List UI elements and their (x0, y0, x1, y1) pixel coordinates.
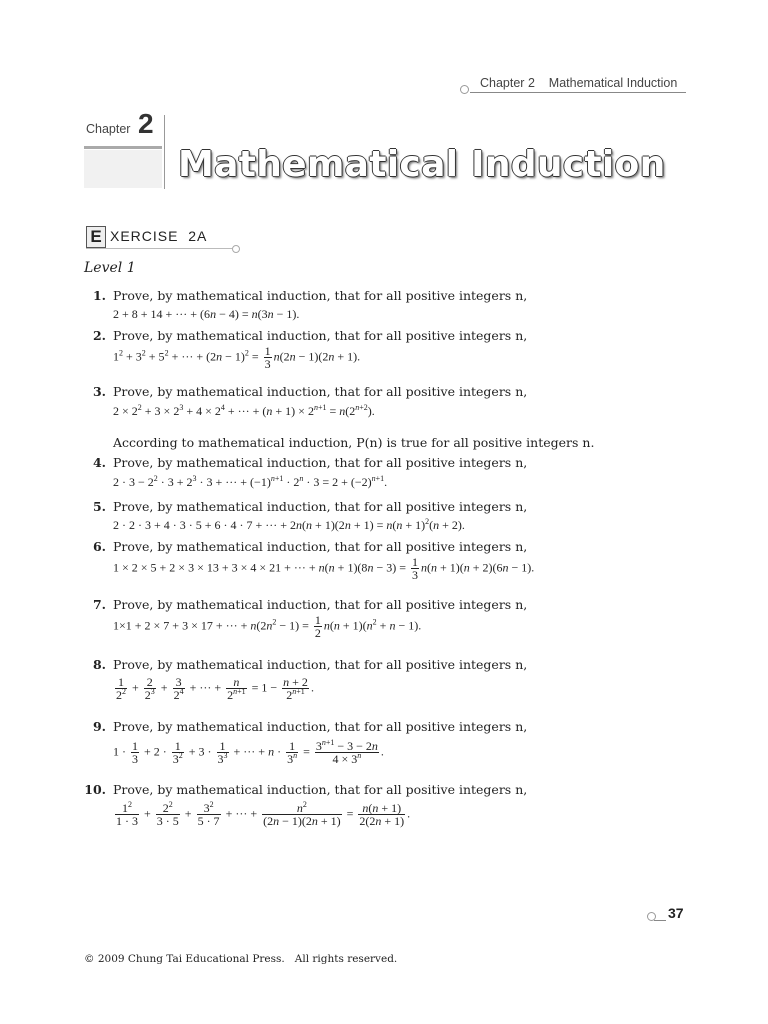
chapter-title: Mathematical Induction (178, 144, 666, 185)
chapter-rule (84, 146, 162, 149)
question-number: 4. (92, 455, 106, 470)
question-number: 6. (92, 539, 106, 554)
running-header-title: Chapter 2 Mathematical Induction (480, 76, 678, 90)
equation: 1 × 2 × 5 + 2 × 3 × 13 + 3 × 4 × 21 + ··· + n(n + 1)(8n − 3) = $\frac{1}{3}$ n(n + 1)(n + 2)(6n − 1). (113, 555, 535, 582)
question-text: Prove, by mathematical induction, that for all positive integers n, (113, 657, 528, 672)
chapter-label: Chapter (86, 122, 131, 136)
question-number: 8. (92, 657, 106, 672)
question-text: Prove, by mathematical induction, that for all positive integers n, (113, 328, 528, 343)
question-text: Prove, by mathematical induction, that for all positive integers n, (113, 597, 528, 612)
equation: 1×1 + 2 × 7 + 3 × 17 + ··· + $n(2n^2 - 1)$ = $\frac{1}{2}$ $n(n + 1)(n^2 + n - 1)$. (113, 613, 422, 640)
exercise-underline (86, 248, 232, 249)
question-number: 5. (92, 499, 106, 514)
bullet-icon (460, 85, 469, 94)
question-text: Prove, by mathematical induction, that for all positive integers n, (113, 384, 528, 399)
equation: 2 · 2 · 3 + 4 · 3 · 5 + 6 · 4 · 7 + ··· + $2n(n + 1)(2n + 1) = n(n + 1)^2(n + 2)$. (113, 517, 465, 532)
exercise-initial-box: E (86, 226, 106, 248)
equation: $\frac{1^2}{1 \cdot 3}$ + $\frac{2^2}{3 \cdot 5}$ + $\frac{3^2}{5 \cdot 7}$ + ··· + $\frac{n^2}{(2n - 1)(2n + 1)}$ = $\frac{n(n + 1)}{2(2n + 1)}$ . (116, 800, 411, 828)
equation: 2 + 8 + 14 + ··· + (6n − 4) = n(3n − 1). (113, 307, 300, 321)
page-number-rule (654, 920, 666, 921)
question-number: 9. (92, 719, 106, 734)
question-text: Prove, by mathematical induction, that for all positive integers n, (113, 288, 528, 303)
question-text: Prove, by mathematical induction, that for all positive integers n, (113, 499, 528, 514)
question-text: Prove, by mathematical induction, that for all positive integers n, (113, 539, 528, 554)
question-number: 1. (92, 288, 106, 303)
bullet-icon (232, 245, 240, 253)
chapter-divider (164, 115, 165, 189)
chapter-label-background (84, 150, 162, 188)
question-number: 7. (92, 597, 106, 612)
exercise-title: XERCISE 2A (110, 228, 208, 244)
question-number: 2. (92, 328, 106, 343)
question-text: Prove, by mathematical induction, that for all positive integers n, (113, 782, 528, 797)
question-text: Prove, by mathematical induction, that for all positive integers n, (113, 455, 528, 470)
level-heading: Level 1 (84, 260, 136, 276)
question-number: 10. (84, 782, 106, 797)
equation: 1 · $\frac{1}{3}$ + 2 · $\frac{1}{3^2}$ + 3 · $\frac{1}{3^3}$ + ··· + n · $\frac{1}{3^n}$ = $\frac{3^{n+1} - 3 - 2n}{4 \times 3^n}$ . (113, 738, 384, 766)
copyright: © 2009 Chung Tai Educational Press. All rights reserved. (84, 953, 398, 965)
header-rule (470, 92, 686, 93)
equation: $2 \cdot 3 - 2^2 \cdot 3 + 2^3 \cdot 3$ + ··· + $(-1)^{n+1} \cdot 2^n \cdot 3 = 2 + (-2)^{n+1}$. (113, 474, 388, 489)
note-text: According to mathematical induction, P(n) is true for all positive integers n. (113, 435, 595, 450)
page-number: 37 (668, 905, 684, 921)
question-text: Prove, by mathematical induction, that for all positive integers n, (113, 719, 528, 734)
equation: $\frac{1}{2^2}$ + $\frac{2}{2^3}$ + $\frac{3}{2^4}$ + ··· + $\frac{n}{2^{n+1}}$ = 1 − $\frac{n + 2}{2^{n+1}}$ . (116, 675, 314, 702)
equation: $2 \times 2^2 + 3 \times 2^3 + 4 \times 2^4$ + ··· + $(n + 1) \times 2^{n+1} = n(2^{n+2})$. (113, 403, 375, 418)
chapter-number: 2 (138, 108, 154, 139)
running-header (460, 76, 686, 94)
question-number: 3. (92, 384, 106, 399)
equation: $1^2 + 3^2 + 5^2$ + ··· + $(2n - 1)^2$ = $\frac{1}{3}$ n(2n − 1)(2n + 1). (113, 344, 361, 371)
